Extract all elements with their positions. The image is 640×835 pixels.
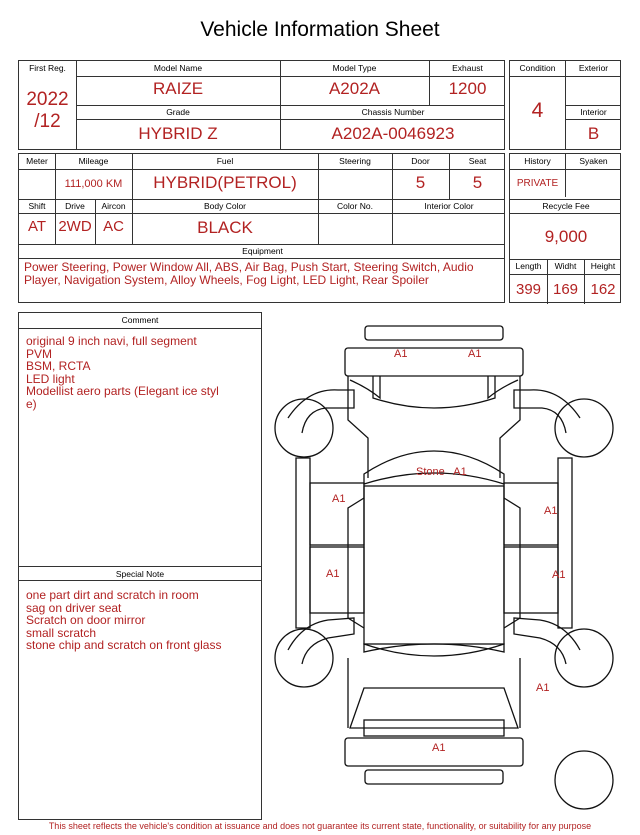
history-label: History bbox=[524, 156, 551, 166]
length-cell bbox=[510, 259, 547, 304]
exhaust-cell bbox=[429, 61, 506, 105]
fuel-cell bbox=[132, 154, 318, 199]
history-value: PRIVATE bbox=[516, 178, 559, 189]
model-name-cell bbox=[76, 61, 280, 105]
steering-cell bbox=[318, 154, 392, 199]
special-note-label: Special Note bbox=[115, 569, 165, 579]
history-block bbox=[509, 153, 621, 303]
length-value: 399 bbox=[515, 281, 542, 298]
equipment-label: Equipment bbox=[242, 246, 283, 256]
interior-color-label: Interior Color bbox=[424, 201, 474, 211]
exterior-label: Exterior bbox=[578, 63, 609, 73]
exhaust-value: 1200 bbox=[448, 79, 487, 98]
width-value: 169 bbox=[552, 281, 579, 298]
model-name-label: Model Name bbox=[153, 63, 203, 73]
seat-cell bbox=[449, 154, 506, 199]
syaken-cell bbox=[565, 154, 622, 199]
mark-left-rear-door: A1 bbox=[326, 568, 340, 580]
chassis-value: A202A-0046923 bbox=[331, 124, 455, 143]
recycle-fee-cell bbox=[510, 199, 622, 259]
drive-value: 2WD bbox=[58, 218, 92, 235]
syaken-label: Syaken bbox=[579, 156, 608, 166]
comment-text: original 9 inch navi, full segment PVM BSM, RCTA LED light Modellist aero parts (Elegant ice styl e) bbox=[26, 334, 219, 411]
recycle-fee-value: 9,000 bbox=[544, 227, 588, 246]
aircon-cell bbox=[95, 199, 132, 244]
interior-color-cell bbox=[392, 199, 506, 244]
equipment-cell bbox=[19, 244, 506, 304]
comment-panel bbox=[18, 312, 262, 820]
first-reg-value: 2022 /12 bbox=[26, 89, 69, 132]
mileage-label: Mileage bbox=[78, 156, 109, 166]
length-label: Length bbox=[515, 261, 542, 271]
width-label: Widht bbox=[554, 261, 577, 271]
steering-label: Steering bbox=[339, 156, 371, 166]
grade-value: HYBRID Z bbox=[138, 124, 218, 143]
car-damage-diagram bbox=[268, 318, 628, 818]
special-note-text: one part dirt and scratch in room sag on driver seat Scratch on door mirror small scratch stone chip and scratch on front glass bbox=[26, 588, 222, 653]
model-name-value: RAIZE bbox=[152, 79, 204, 98]
vehicle-basic-info bbox=[18, 60, 505, 150]
color-no-cell bbox=[318, 199, 392, 244]
condition-label: Condition bbox=[519, 63, 556, 73]
recycle-fee-label: Recycle Fee bbox=[542, 201, 590, 211]
door-cell bbox=[392, 154, 449, 199]
grade-label: Grade bbox=[166, 107, 190, 117]
page-title: Vehicle Information Sheet bbox=[200, 18, 440, 41]
fuel-label: Fuel bbox=[216, 156, 234, 166]
chassis-label: Chassis Number bbox=[361, 107, 425, 117]
mark-rear-bumper: A1 bbox=[432, 742, 446, 754]
vehicle-spec-info bbox=[18, 153, 505, 303]
model-type-label: Model Type bbox=[332, 63, 377, 73]
mark-windshield: Stone A1 bbox=[416, 466, 467, 478]
history-cell bbox=[510, 154, 565, 199]
mark-right-rear-door: A1 bbox=[552, 569, 566, 581]
exhaust-label: Exhaust bbox=[452, 63, 483, 73]
body-color-cell bbox=[132, 199, 318, 244]
door-value: 5 bbox=[415, 173, 426, 192]
drive-label: Drive bbox=[65, 201, 85, 211]
seat-label: Seat bbox=[468, 156, 487, 166]
first-reg-label: First Reg. bbox=[29, 63, 66, 73]
equipment-value: Power Steering, Power Window All, ABS, Air Bag, Push Start, Steering Switch, Audio Player, Navigation System, Alloy Wheels, Fog Light, LED Light, Rear Spoiler bbox=[24, 260, 474, 287]
disclaimer-footer: This sheet reflects the vehicle's condition at issuance and does not guarantee its current state, functionality, or suitability for any purpose bbox=[48, 821, 592, 831]
shift-label: Shift bbox=[28, 201, 46, 211]
shift-cell bbox=[19, 199, 55, 244]
exterior-cell bbox=[565, 61, 622, 105]
condition-cell bbox=[510, 61, 565, 151]
mileage-cell bbox=[55, 154, 132, 199]
mark-right-front-door: A1 bbox=[544, 505, 558, 517]
mark-left-front-door: A1 bbox=[332, 493, 346, 505]
model-type-value: A202A bbox=[328, 79, 381, 98]
mileage-value: 111,000 KM bbox=[64, 178, 123, 190]
shift-value: AT bbox=[27, 218, 47, 235]
mark-front-left: A1 bbox=[394, 348, 408, 360]
mark-front-right: A1 bbox=[468, 348, 482, 360]
aircon-value: AC bbox=[103, 218, 124, 235]
body-color-value: BLACK bbox=[197, 218, 253, 237]
aircon-label: Aircon bbox=[101, 201, 126, 211]
color-no-label: Color No. bbox=[337, 201, 373, 211]
condition-block bbox=[509, 60, 621, 150]
door-label: Door bbox=[411, 156, 430, 166]
body-color-label: Body Color bbox=[203, 201, 247, 211]
condition-value: 4 bbox=[531, 99, 544, 122]
chassis-cell bbox=[280, 105, 506, 151]
height-label: Height bbox=[590, 261, 616, 271]
meter-cell bbox=[19, 154, 55, 199]
grade-cell bbox=[76, 105, 280, 151]
interior-label: Interior bbox=[580, 107, 607, 117]
fuel-value: HYBRID(PETROL) bbox=[153, 173, 297, 192]
seat-value: 5 bbox=[472, 173, 483, 192]
interior-cell bbox=[565, 105, 622, 151]
first-reg-cell bbox=[19, 61, 76, 151]
comment-label: Comment bbox=[121, 315, 159, 325]
model-type-cell bbox=[280, 61, 429, 105]
width-cell bbox=[547, 259, 584, 304]
drive-cell bbox=[55, 199, 95, 244]
mark-right-rear-fender: A1 bbox=[536, 682, 550, 694]
meter-label: Meter bbox=[26, 156, 48, 166]
interior-value: B bbox=[587, 124, 600, 143]
height-cell bbox=[584, 259, 622, 304]
height-value: 162 bbox=[590, 281, 616, 298]
